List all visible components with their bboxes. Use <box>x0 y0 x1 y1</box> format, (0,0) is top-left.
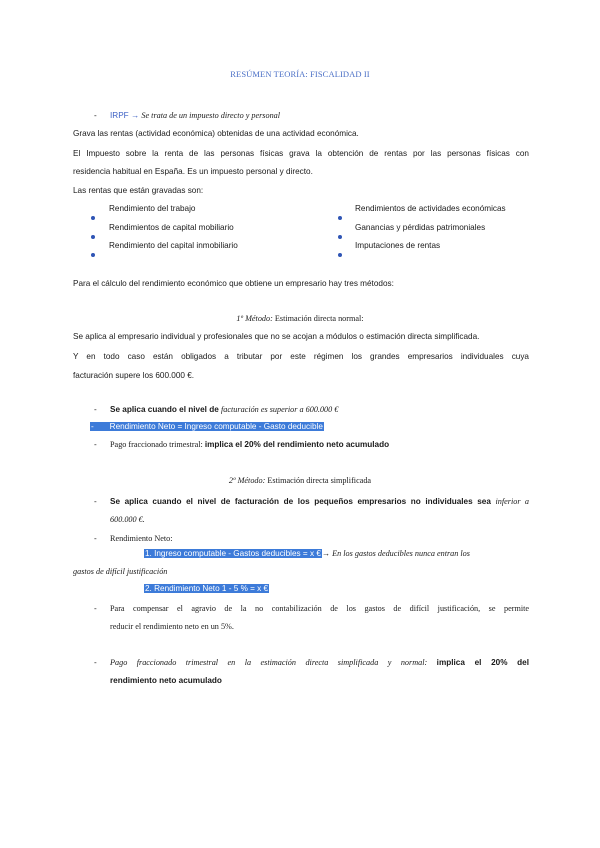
metodo-2-heading: 2º Método: Estimación directa simplificada <box>228 476 372 485</box>
intro-line-2b: residencia habitual en España. Es un impuesto personal y directo. <box>73 167 313 176</box>
renta-item: Rendimientos de actividades económicas <box>355 204 506 213</box>
metodo-1-paragraph-2a: Y en todo caso están obligados a tributar por este régimen los grandes empresarios individuales cuya <box>73 352 529 361</box>
bullet-dot-icon <box>338 207 342 225</box>
metodos-intro: Para el cálculo del rendimiento económico que obtiene un empresario hay tres métodos: <box>73 279 394 288</box>
metodo-1-bullet-2: - Rendimiento Neto = Ingreso computable - Gasto deducible <box>91 422 323 431</box>
metodo-1-bullet-3: Pago fraccionado trimestral: implica el 20% del rendimiento neto acumulado <box>110 440 390 449</box>
dash-bullet: - <box>94 604 97 613</box>
bullet-dot-icon <box>91 244 95 262</box>
metodo-1-paragraph-1: Se aplica al empresario individual y profesionales que no se acojan a módulos o estimación directa simplificada. <box>73 332 480 341</box>
dash-bullet: - <box>94 658 97 667</box>
formula-1-note: En los gastos deducibles nunca entran los <box>330 549 470 558</box>
arrow-icon: → <box>321 549 331 558</box>
irpf-bullet: - <box>94 111 97 120</box>
metodo-2-bullet-2: Rendimiento Neto: <box>110 534 173 543</box>
renta-item: Rendimiento del capital inmobiliario <box>109 241 238 250</box>
metodo-2-bullet-4a: Pago fraccionado trimestral en la estimación directa simplificada y normal: implica el 20% del <box>110 658 529 667</box>
renta-item: Imputaciones de rentas <box>355 241 441 250</box>
renta-item: Rendimientos de capital mobiliario <box>109 223 234 232</box>
metodo-1-heading: 1º Método: Estimación directa normal: <box>236 314 364 323</box>
irpf-description: Se trata de un impuesto directo y personal <box>141 111 281 120</box>
renta-item: Ganancias y pérdidas patrimoniales <box>355 223 486 232</box>
irpf-label: IRPF <box>110 111 129 120</box>
metodo-2-bullet-1a: Se aplica cuando el nivel de facturación de los pequeños empresarios no individuales sea inferior a <box>110 497 529 506</box>
bullet-dot-icon <box>338 226 342 244</box>
renta-item: Rendimiento del trabajo <box>109 204 196 213</box>
intro-line-3: Las rentas que están gravadas son: <box>73 186 204 195</box>
arrow-icon: → <box>130 111 140 120</box>
metodo-2-bullet-3a: Para compensar el agravio de la no contabilización de los gastos de difícil justificación, se permite <box>110 604 529 613</box>
formula-2: 2. Rendimiento Neto 1 - 5 % = x € <box>145 584 269 593</box>
metodo-1-paragraph-2b: facturación supere los 600.000 €. <box>73 371 195 380</box>
metodo-2-bullet-3b: reducir el rendimiento neto en un 5%. <box>110 622 234 631</box>
dash-bullet: - <box>94 497 97 506</box>
dash-bullet: - <box>94 534 97 543</box>
formula-2-line <box>144 583 269 594</box>
irpf-line <box>110 110 280 121</box>
intro-line-1: Grava las rentas (actividad económica) obtenidas de una actividad económica. <box>73 129 359 138</box>
page-title: RESÚMEN TEORÍA: FISCALIDAD II <box>230 69 370 79</box>
formula-1: 1. Ingreso computable - Gastos deducibles = x € <box>145 549 321 558</box>
formula-1-note-continued: gastos de difícil justificación <box>73 567 168 576</box>
dash-bullet: - <box>94 440 97 449</box>
bullet-dot-icon <box>91 207 95 225</box>
metodo-2-bullet-4b: rendimiento neto acumulado <box>110 676 222 685</box>
bullet-dot-icon <box>338 244 342 262</box>
dash-bullet: - <box>94 405 97 414</box>
bullet-dot-icon <box>91 226 95 244</box>
intro-line-2a: El Impuesto sobre la renta de las personas físicas grava la obtención de rentas por las personas físicas con <box>73 149 529 158</box>
metodo-2-bullet-1b: 600.000 €. <box>110 515 145 524</box>
formula-1-line <box>144 548 470 559</box>
metodo-1-bullet-1: Se aplica cuando el nivel de facturación es superior a 600.000 € <box>110 405 339 414</box>
